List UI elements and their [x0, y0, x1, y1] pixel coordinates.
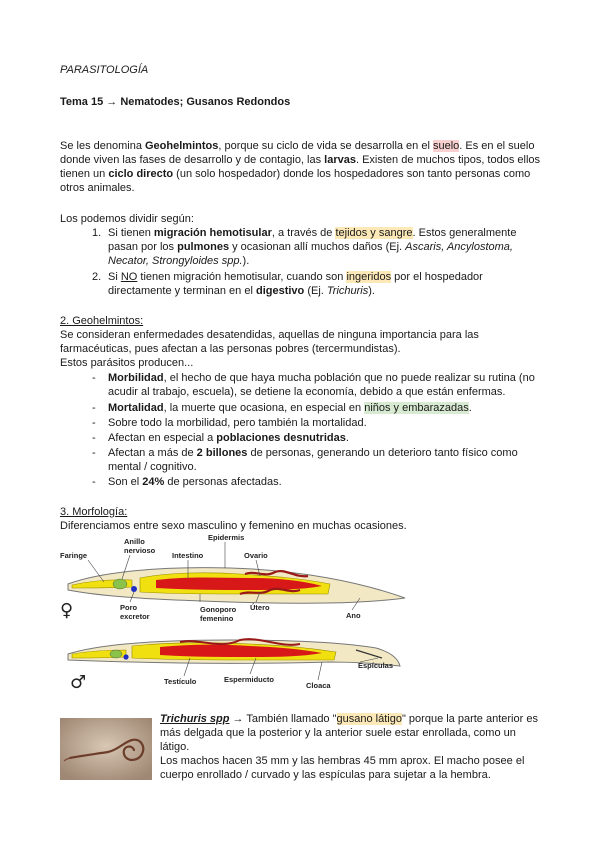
nematode-anatomy-diagram — [60, 532, 420, 692]
item1-line-3: Necator, Strongyloides spp.). — [108, 255, 250, 267]
svg-text:Útero: Útero — [250, 603, 270, 612]
section2-p3: Estos parásitos producen... — [60, 357, 194, 369]
svg-text:Testículo: Testículo — [164, 677, 197, 686]
svg-text:Epidermis: Epidermis — [208, 533, 245, 542]
bullet3-line1: Sobre todo la morbilidad, pero también la mortalidad. — [108, 417, 367, 429]
bullet2-line1: Mortalidad, la muerte que ocasiona, en especial en niños y embarazadas. — [108, 402, 472, 414]
item1-line-2: pasan por los pulmones y ocasionan allí muchos daños (Ej. Ascaris, Ancylostoma, — [108, 241, 513, 253]
item1-line-1: Si tienen migración hemotisular, a través de tejidos y sangre. Estos generalmente — [108, 227, 517, 239]
bullet6-line1: Son el 24% de personas afectadas. — [108, 476, 282, 488]
highlight-suelo: suelo — [432, 140, 460, 152]
highlight-ingeridos: ingeridos — [346, 271, 392, 283]
item2-line-1: Si NO tienen migración hemotisular, cuando son ingeridos por el hospedador — [108, 271, 483, 283]
trichuris-line-5: cuerpo enrollado / curvado y las espículas para sujetar a la hembra. — [160, 769, 491, 781]
svg-text:Poro: Poro — [120, 603, 138, 612]
female-symbol-icon: ♀ — [60, 600, 74, 621]
list-number-1: 1. — [92, 227, 102, 239]
svg-text:Ano: Ano — [346, 611, 361, 620]
bullet1-line2: acudir al trabajo, escuela), se detiene la economía, debido a que están enfermas. — [108, 386, 506, 398]
highlight-tejidos: tejidos y sangre — [335, 227, 413, 239]
section2-title: 2. Geohelmintos: — [60, 315, 144, 327]
highlight-gusano-latigo: gusano látigo — [336, 713, 402, 725]
bullet4-line1: Afectan en especial a poblaciones desnutridas. — [108, 432, 349, 444]
intro-line-3: tienen un ciclo directo (un solo hospedador) donde los hospedadores son tanto personas como — [60, 168, 531, 180]
item2-line-2: directamente y terminan en el digestivo (Ej. Trichuris). — [108, 285, 375, 297]
trichuris-name: Trichuris spp — [160, 713, 230, 725]
divide-intro: Los podemos dividir según: — [60, 213, 194, 225]
svg-text:Espermiducto: Espermiducto — [224, 675, 275, 684]
svg-text:Gonoporo: Gonoporo — [200, 605, 237, 614]
intro-line-1: Se les denomina Geohelmintos, porque su ciclo de vida se desarrolla en el suelo. Es en el suelo — [60, 140, 535, 152]
bullet-dash: - — [92, 402, 96, 414]
section3-title: 3. Morfología: — [60, 506, 128, 518]
section3-p1: Diferenciamos entre sexo masculino y femenino en muchas ocasiones. — [60, 520, 407, 532]
bullet-dash: - — [92, 432, 96, 444]
bullet5-line2: mental / cognitivo. — [108, 461, 197, 473]
svg-text:Espículas: Espículas — [358, 661, 394, 670]
list-number-2: 2. — [92, 271, 102, 283]
topic-title: Tema 15 → Nematodes; Gusanos Redondos — [60, 96, 291, 108]
bullet-dash: - — [92, 476, 96, 488]
svg-text:Intestino: Intestino — [172, 551, 204, 560]
subject-heading: PARASITOLOGÍA — [60, 64, 149, 76]
highlight-ninos: niños y embarazadas — [364, 402, 469, 414]
bullet-dash: - — [92, 372, 96, 384]
svg-text:nervioso: nervioso — [124, 546, 156, 555]
trichuris-photo — [60, 718, 152, 780]
intro-line-2: donde viven las fases de desarrollo y de contagio, las larvas. Existen de muchos tipos, todos ellos — [60, 154, 541, 166]
trichuris-line-4: Los machos hacen 35 mm y las hembras 45 mm aprox. El macho posee el — [160, 755, 525, 767]
svg-text:femenino: femenino — [200, 614, 234, 623]
svg-text:Ovario: Ovario — [244, 551, 268, 560]
svg-text:Faringe: Faringe — [60, 551, 88, 560]
male-worm-illustration — [68, 639, 400, 666]
male-symbol-icon: ♂ — [70, 672, 87, 692]
female-worm-illustration — [68, 568, 405, 604]
term-geohelmintos: Geohelmintos — [145, 140, 219, 152]
svg-text:Cloaca: Cloaca — [306, 681, 331, 690]
trichuris-line-2: más delgada que la posterior y la anterior suele estar enrollada, como un — [160, 727, 516, 739]
intro-line-4: otros animales. — [60, 182, 135, 194]
section2-p2: farmacéuticas, pues afectan a las personas pobres (tercermundistas). — [60, 343, 401, 355]
section2-p1: Se consideran enfermedades desatendidas, aquellas de ninguna importancia para las — [60, 329, 479, 341]
trichuris-line-3: látigo. — [160, 741, 190, 753]
bullet5-line1: Afectan a más de 2 billones de personas, generando un deterioro tanto físico como — [108, 447, 518, 459]
bullet1-line1: Morbilidad, el hecho de que haya mucha población que no puede realizar su rutina (no — [108, 372, 535, 384]
trichuris-line-1: Trichuris spp → También llamado "gusano látigo" porque la parte anterior es — [160, 713, 538, 725]
bullet-dash: - — [92, 417, 96, 429]
bullet-dash: - — [92, 447, 96, 459]
svg-text:excretor: excretor — [120, 612, 150, 621]
svg-text:Anillo: Anillo — [124, 537, 145, 546]
